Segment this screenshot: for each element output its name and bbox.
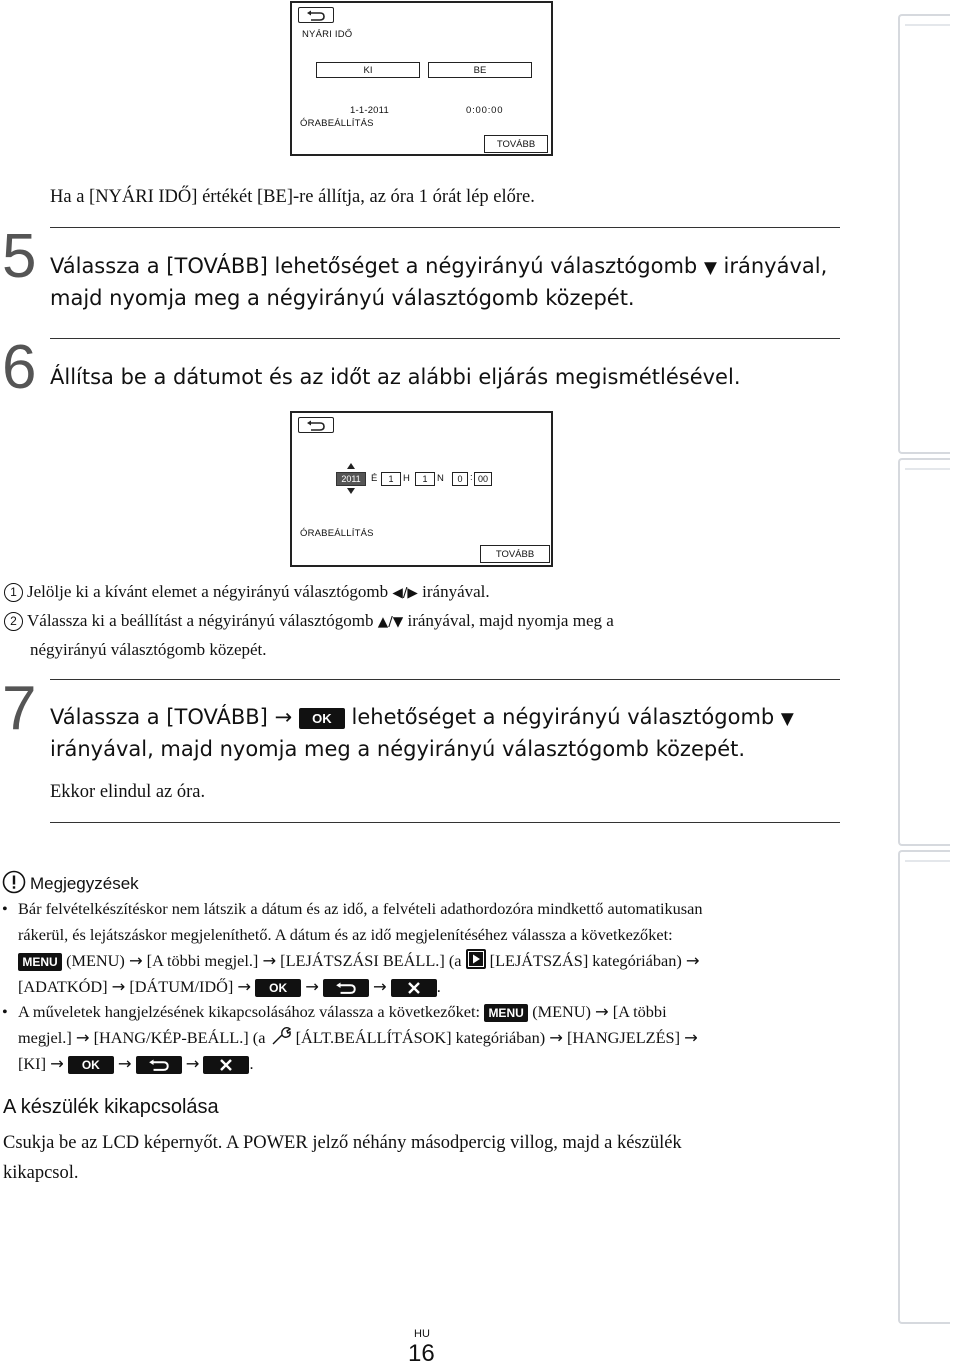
step-5-number: 5 — [2, 222, 37, 291]
step-5-line2: majd nyomja meg a négyirányú választógomb közepét. — [50, 286, 635, 310]
page-number: 16 — [408, 1340, 435, 1367]
right-arrow-icon: → — [50, 1053, 64, 1073]
ok-button-icon: OK — [68, 1056, 114, 1074]
step-5-line1-end: irányával, — [723, 254, 828, 278]
day-field[interactable]: 1 — [415, 472, 435, 486]
language-code: HU — [414, 1328, 430, 1340]
note-1-line1: Bár felvételkészítéskor nem látszik a dátum és az idő, a felvételi adathordozóra mindkettő automatikusan — [18, 899, 703, 918]
substep-1-text: Jelölje ki a kívánt elemet a négyirányú választógomb — [27, 582, 389, 601]
step-7-part1: Válassza a [TOVÁBB] — [50, 705, 268, 729]
step-5-text — [50, 251, 850, 314]
bullet: • — [2, 1002, 8, 1021]
sound-settings: [HANG/KÉP-BEÁLL.] (a — [93, 1028, 266, 1047]
poweroff-heading: A készülék kikapcsolása — [3, 1096, 219, 1118]
right-arrow-icon: → — [549, 1028, 563, 1047]
substep-2-number: 2 — [4, 612, 23, 631]
side-tab-2 — [898, 458, 950, 846]
up-down-arrows-icon: ▲/▼ — [377, 614, 404, 630]
playback-category: [LEJÁTSZÁS] kategóriában) — [489, 950, 682, 970]
step-7-part2: lehetőséget a négyirányú választógomb — [351, 705, 775, 729]
notes-heading-row — [2, 870, 139, 894]
step-7-text — [50, 702, 850, 765]
substep-2-end: irányával, majd nyomja meg a — [407, 611, 614, 630]
ok-button-icon: OK — [255, 979, 301, 997]
down-arrow-icon: ▼ — [703, 257, 717, 277]
note-1 — [2, 896, 902, 922]
right-arrow-icon: → — [595, 1002, 609, 1021]
right-arrow-icon: → — [373, 976, 387, 996]
right-arrow-icon: → — [117, 1053, 132, 1073]
note-2 — [2, 999, 902, 1025]
right-arrow-icon: → — [262, 950, 277, 970]
substep-2 — [4, 606, 614, 637]
menu-label: (MENU) — [532, 1002, 591, 1021]
period: . — [249, 1053, 254, 1073]
poweroff-line1: Csukja be az LCD képernyőt. A POWER jelző néhány másodpercig villog, majd a készülék — [3, 1133, 682, 1153]
year-field[interactable]: 2011 — [336, 472, 366, 486]
substep-1 — [4, 577, 490, 608]
right-arrow-icon: → — [128, 950, 143, 970]
summer-time-on-button[interactable]: BE — [428, 62, 532, 78]
next-button[interactable]: TOVÁBB — [484, 135, 548, 153]
year-unit: É — [371, 473, 378, 484]
off: [KI] — [18, 1053, 47, 1073]
period: . — [436, 976, 441, 996]
menu-button-icon: MENU — [18, 953, 62, 971]
right-arrow-icon: → — [274, 705, 293, 729]
data-code: [ADATKÓD] — [18, 976, 108, 996]
poweroff-line2: kikapcsol. — [3, 1163, 79, 1183]
month-unit: H — [403, 473, 411, 484]
step-5-line1: Válassza a [TOVÁBB] lehetőséget a négyirányú választógomb — [50, 254, 698, 278]
side-tab-1 — [898, 14, 950, 454]
beep: [HANGJELZÉS] — [566, 1028, 681, 1047]
time-colon: : — [470, 472, 473, 483]
clock-time: 0:00:00 — [466, 105, 504, 116]
down-arrow-icon — [347, 488, 355, 494]
right-arrow-icon: → — [237, 976, 252, 996]
bullet: • — [2, 899, 8, 918]
divider — [50, 338, 840, 339]
left-right-arrows-icon: ◀/▶ — [392, 585, 418, 601]
divider — [50, 822, 840, 823]
date-time: [DÁTUM/IDŐ] — [129, 976, 234, 996]
more-display-part2: megjel.] — [18, 1028, 72, 1047]
more-display: [A többi megjel.] — [146, 950, 259, 970]
poweroff-text — [3, 1128, 883, 1188]
wrench-icon — [270, 1026, 292, 1046]
more-display-part1: [A többi — [612, 1002, 667, 1021]
summer-time-title: NYÁRI IDŐ — [302, 29, 353, 40]
return-icon — [306, 420, 326, 431]
day-unit: N — [437, 473, 445, 484]
hour-field[interactable]: 0 — [452, 472, 468, 486]
up-arrow-icon — [347, 463, 355, 469]
substep-1-end: irányával. — [422, 582, 490, 601]
summer-time-note: Ha a [NYÁRI IDŐ] értékét [BE]-re állítja, az óra 1 órát lép előre. — [50, 187, 535, 207]
back-button[interactable] — [298, 7, 334, 23]
step-7-result: Ekkor elindul az óra. — [50, 782, 206, 802]
substep-1-number: 1 — [4, 583, 23, 602]
right-arrow-icon: → — [185, 1053, 200, 1073]
minute-field[interactable]: 00 — [474, 472, 492, 486]
right-arrow-icon: → — [305, 976, 319, 996]
down-arrow-icon: ▼ — [780, 708, 794, 728]
clock-date: 1-1-2011 — [350, 105, 389, 116]
right-arrow-icon: → — [75, 1028, 90, 1047]
note-2-cont — [18, 1025, 898, 1077]
step-7-line2: irányával, majd nyomja meg a négyirányú választógomb közepét. — [50, 737, 746, 761]
month-field[interactable]: 1 — [381, 472, 401, 486]
return-button-icon — [323, 979, 369, 997]
substep-2-text: Válassza ki a beállítást a négyirányú választógomb — [27, 611, 374, 630]
note-1-cont — [18, 922, 898, 999]
return-button-icon — [136, 1056, 182, 1074]
return-icon — [306, 10, 326, 21]
step-7-number: 7 — [2, 674, 37, 743]
next-button[interactable]: TOVÁBB — [480, 545, 550, 563]
notes-heading: Megjegyzések — [30, 874, 139, 893]
right-arrow-icon: → — [685, 950, 700, 970]
clock-setting-caption: ÓRABEÁLLÍTÁS — [300, 118, 374, 129]
general-settings: [ÁLT.BEÁLLÍTÁSOK] kategóriában) — [295, 1028, 546, 1047]
playback-icon — [466, 949, 486, 969]
note-1-line2: rákerül, és lejátszáskor megjeleníthető. A dátum és az idő megjelenítéséhez válassza a következőket: — [18, 925, 673, 944]
close-button-icon — [203, 1056, 249, 1074]
right-arrow-icon: → — [111, 976, 126, 996]
step-6-text: Állítsa be a dátumot és az időt az alábbi eljárás megismétlésével. — [50, 365, 741, 389]
side-tab-3 — [898, 850, 950, 1324]
playback-settings: [LEJÁTSZÁSI BEÁLL.] (a — [280, 950, 462, 970]
step-6-number: 6 — [2, 333, 37, 402]
menu-label: (MENU) — [66, 950, 125, 970]
back-button[interactable] — [298, 417, 334, 433]
ok-button-icon: OK — [299, 708, 345, 729]
right-arrow-icon: → — [684, 1028, 698, 1047]
note-2-line1: A műveletek hangjelzésének kikapcsolásához válassza a következőket: — [18, 1002, 481, 1021]
summer-time-off-button[interactable]: KI — [316, 62, 420, 78]
substep-2-line2: négyirányú választógomb közepét. — [30, 640, 267, 659]
menu-button-icon: MENU — [484, 1004, 528, 1022]
close-button-icon — [391, 979, 437, 997]
divider — [50, 227, 840, 228]
summer-time-screen — [290, 1, 553, 156]
date-time-screen — [290, 411, 553, 567]
clock-setting-caption: ÓRABEÁLLÍTÁS — [300, 528, 374, 539]
divider — [50, 679, 840, 680]
warning-icon — [2, 870, 26, 894]
